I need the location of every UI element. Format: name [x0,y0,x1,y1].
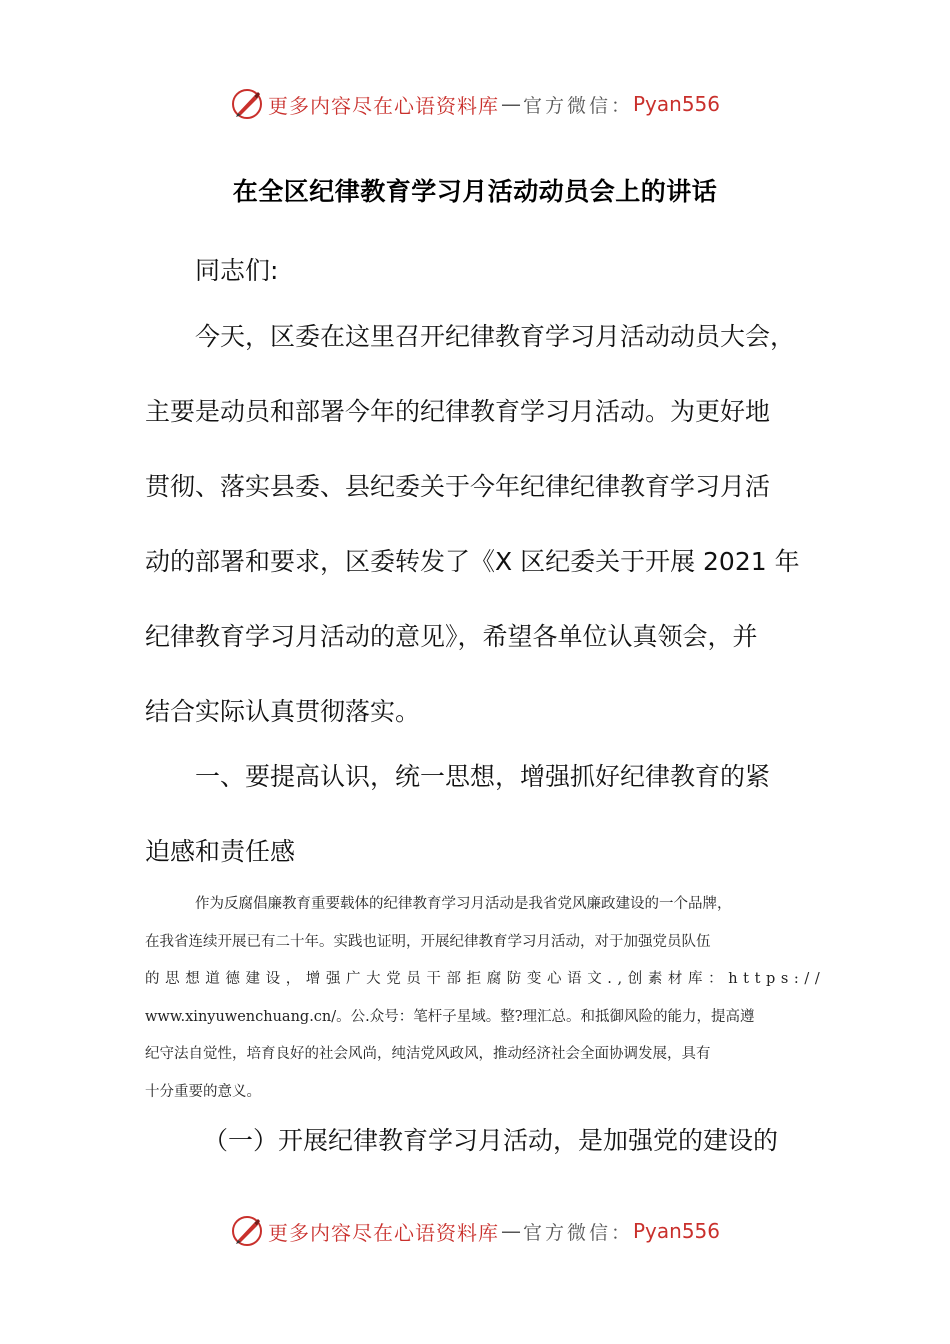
paragraph-1-line: 结合实际认真贯彻落实。 [145,697,421,726]
paragraph-1-line: 动的部署和要求，区委转发了《X 区纪委关于开展 2021 年 [145,547,800,576]
banner-dash: — [500,1219,521,1243]
paragraph-1-line: 贯彻、落实县委、县纪委关于今年纪律纪律教育学习月活 [145,472,771,501]
pen-logo-icon [230,87,264,121]
small-paragraph-line: 纪守法自觉性，培育良好的社会风尚，纯洁党风政风，推动经济社会全面协调发展，具有 [145,1046,711,1062]
small-paragraph-line: 的思想道德建设，增强广大党员干部拒腐防变心语文.,创素材库：https:// [145,971,826,987]
small-paragraph [145,886,826,1111]
greeting: 同志们: [195,256,279,285]
paragraph-1-line: 纪律教育学习月活动的意见》，希望各单位认真领会，并 [145,622,758,651]
banner-wechat-label: 官方微信： [522,1221,633,1244]
banner-wechat-id: Pyan556 [633,92,721,116]
section-heading-1 [145,739,810,889]
section-heading-line: 一、要提高认识，统一思想，增强抓好纪律教育的紧 [195,762,771,791]
footer-banner [0,1211,950,1251]
banner-wechat-label: 官方微信： [522,94,633,117]
paragraph-1-line: 今天，区委在这里召开纪律教育学习月活动动员大会， [195,322,796,351]
paragraph-1-line: 主要是动员和部署今年的纪律教育学习月活动。为更好地 [145,397,771,426]
small-paragraph-line: 作为反腐倡廉教育重要载体的纪律教育学习月活动是我省党风廉政建设的一个品牌， [195,896,732,912]
small-paragraph-line: 在我省连续开展已有二十年。实践也证明，开展纪律教育学习月活动，对于加强党员队伍 [145,933,711,950]
small-paragraph-line: 十分重要的意义。 [145,1083,261,1100]
banner-wechat-id: Pyan556 [633,1219,721,1243]
paragraph-1 [145,299,810,749]
document-title: 在全区纪律教育学习月活动动员会上的讲话 [232,177,718,206]
sub-heading-1: （一）开展纪律教育学习月活动，是加强党的建设的 [203,1126,779,1155]
banner-slogan: 更多内容尽在心语资料库 [267,1220,499,1245]
small-paragraph-line: www.xinyuwenchuang.cn/。公.众号：笔杆子星域。整?理汇总。和抵御风险的能力，提高遵 [145,1008,755,1025]
pen-logo-icon [230,1214,264,1248]
header-banner [0,84,950,124]
banner-slogan: 更多内容尽在心语资料库 [267,93,499,118]
section-heading-line: 迫感和责任感 [145,837,296,866]
banner-dash: — [500,92,521,116]
